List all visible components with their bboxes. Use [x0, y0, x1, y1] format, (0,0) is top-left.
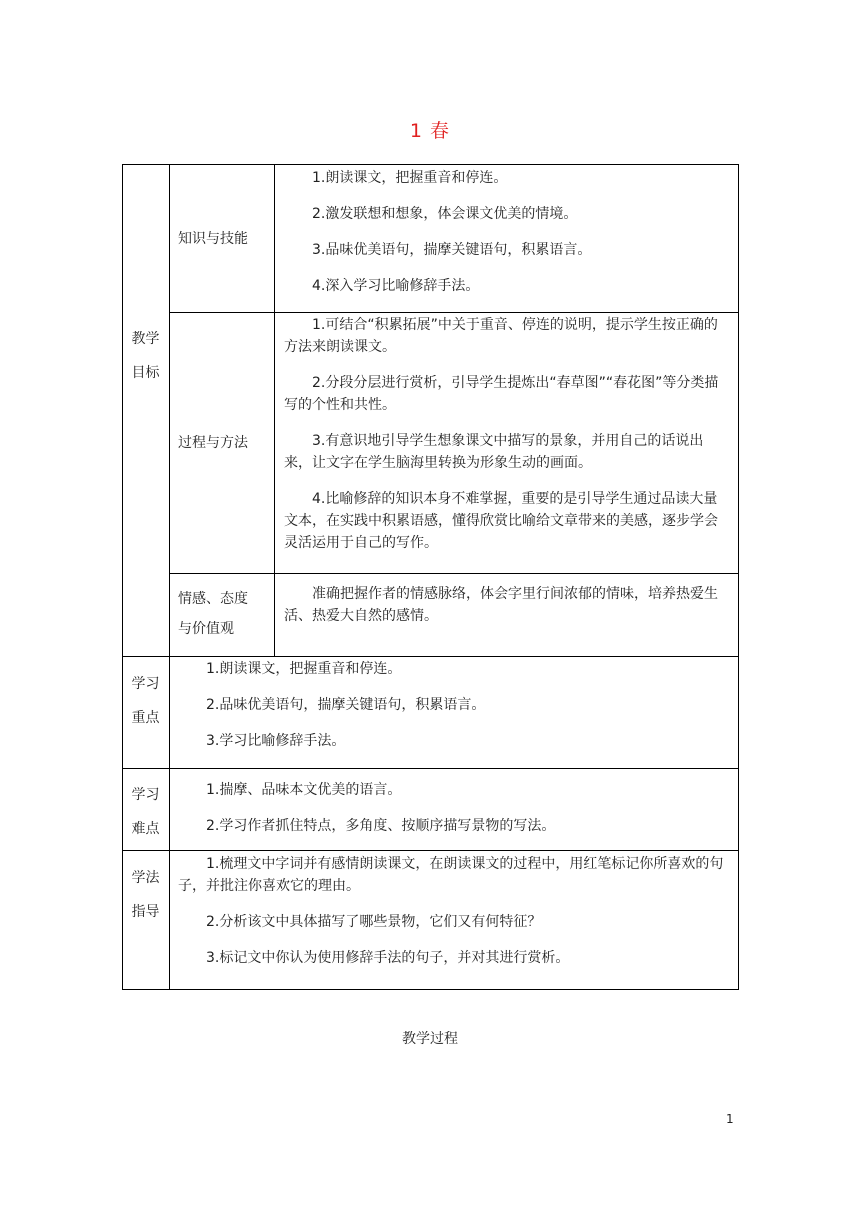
key-points-label-line: 学习 [131, 676, 160, 692]
difficulties-label [122, 778, 169, 846]
goals-label-line: 教学 [131, 331, 160, 347]
process-items [284, 314, 728, 554]
list-item: 2.学习作者抓住特点，多角度、按顺序描写景物的写法。 [206, 818, 556, 834]
table-border-top [122, 164, 739, 165]
divider [169, 573, 739, 574]
list-item: 3.有意识地引导学生想象课文中描写的景象，并用自己的话说出来，让文字在学生脑海里转换为形象生动的画面。 [284, 433, 704, 471]
table-border-bottom [122, 989, 739, 990]
page-number: 1 [726, 1112, 734, 1126]
list-item: 2.激发联想和想象，体会课文优美的情境。 [312, 206, 578, 222]
emotion-label-line: 与价值观 [178, 621, 234, 637]
difficulties-label-line: 学习 [131, 787, 160, 803]
difficulties-label-line: 难点 [131, 821, 160, 837]
list-item: 3.标记文中你认为使用修辞手法的句子，并对其进行赏析。 [206, 950, 570, 966]
knowledge-label: 知识与技能 [178, 231, 248, 247]
list-item: 1.朗读课文，把握重音和停连。 [312, 170, 508, 186]
divider [122, 656, 739, 657]
table-border-right [738, 164, 739, 990]
guidance-label [122, 861, 169, 929]
key-points-label [122, 667, 169, 735]
list-item: 1.朗读课文，把握重音和停连。 [206, 661, 402, 677]
emotion-label-line: 情感、态度 [178, 591, 248, 607]
goals-label-line: 目标 [131, 365, 160, 381]
page-title: 1 春 [409, 120, 451, 142]
list-item: 3.学习比喻修辞手法。 [206, 733, 346, 749]
knowledge-items [284, 167, 728, 297]
list-item: 2.品味优美语句，揣摩关键语句，积累语言。 [206, 697, 486, 713]
divider [169, 312, 739, 313]
list-item: 4.比喻修辞的知识本身不难掌握，重要的是引导学生通过品读大量文本，在实践中积累语感，懂得欣赏比喻给文章带来的美感，逐步学会灵活运用于自己的写作。 [284, 491, 718, 551]
section-heading: 教学过程 [402, 1031, 458, 1047]
list-item: 3.品味优美语句，揣摩关键语句，积累语言。 [312, 242, 592, 258]
list-item: 2.分析该文中具体描写了哪些景物，它们又有何特征？ [206, 914, 542, 930]
paragraph: 准确把握作者的情感脉络，体会字里行间浓郁的情味，培养热爱生活、热爱大自然的感情。 [284, 586, 718, 624]
lesson-plan-table [122, 164, 739, 990]
guidance-items [178, 853, 728, 969]
process-label: 过程与方法 [178, 435, 248, 451]
divider [122, 768, 739, 769]
list-item: 1.可结合“积累拓展”中关于重音、停连的说明，提示学生按正确的方法来朗读课文。 [284, 317, 718, 355]
emotion-text [284, 583, 728, 627]
divider [274, 164, 275, 656]
key-points-items [206, 658, 728, 766]
key-points-label-line: 重点 [131, 710, 160, 726]
emotion-label [178, 584, 274, 644]
difficulties-items [206, 779, 728, 851]
divider [169, 164, 170, 990]
goals-label [122, 322, 169, 390]
list-item: 4.深入学习比喻修辞手法。 [312, 278, 480, 294]
list-item: 2.分段分层进行赏析，引导学生提炼出“春草图”“春花图”等分类描写的个性和共性。 [284, 375, 719, 413]
list-item: 1.揣摩、品味本文优美的语言。 [206, 782, 402, 798]
list-item: 1.梳理文中字词并有感情朗读课文，在朗读课文的过程中，用红笔标记你所喜欢的句子，并批注你喜欢它的理由。 [178, 856, 724, 894]
guidance-label-line: 指导 [131, 904, 160, 920]
guidance-label-line: 学法 [131, 870, 160, 886]
